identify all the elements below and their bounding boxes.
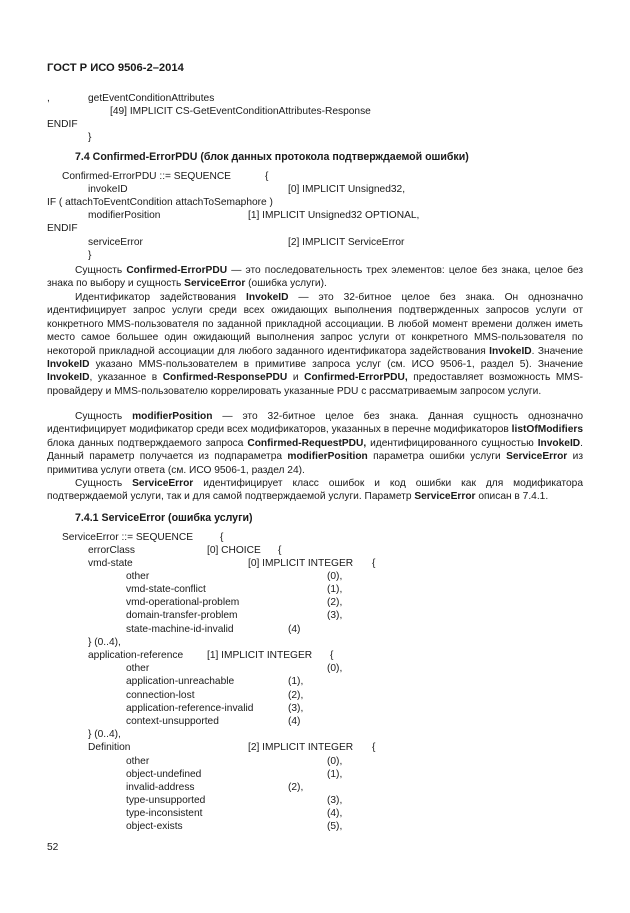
code-line: } (0..4), xyxy=(88,637,121,648)
code-line: (4) xyxy=(288,716,301,727)
code-line: } xyxy=(88,132,92,143)
code-line: { xyxy=(220,532,224,543)
code-line: modifierPosition xyxy=(88,210,161,221)
paragraph: Идентификатор задействования InvokeID — это 32-битное целое без знака. Он однозначно идентифицирует запрос услуги среди всех ожидающих выполнения подтвержденных запросов услуги от конкретного MMS-пользователя по заданной прикладной ассоциации. В любой момент времени должен иметь место самое большее один ожидающий выполнения запрос услуги от конкретного MMS-пользователя по некоторой прикладной ассоциации для любого заданного идентификатора задействования InvokeID. Значение InvokeID указано MMS-пользователем в примитиве запроса услуг (см. ИСО 9506-1, раздел 5). Значение InvokeID, указанное в Confirmed-ResponsePDU и Confirmed-ErrorPDU, предоставляет возможность MMS-провайдеру и MMS-пользователю коррелировать указанные PDU с рассматриваемым запросом услуги. xyxy=(47,292,584,397)
code-line: Confirmed-ErrorPDU ::= SEQUENCE xyxy=(62,171,231,182)
code-line: (3), xyxy=(288,703,304,714)
code-line: other xyxy=(126,663,150,674)
code-line: object-undefined xyxy=(126,769,202,780)
code-line: { xyxy=(278,545,282,556)
code-line: (3), xyxy=(327,610,343,621)
code-line: object-exists xyxy=(126,821,183,832)
code-line: { xyxy=(372,742,376,753)
code-line: (1), xyxy=(327,769,343,780)
code-line: (0), xyxy=(327,571,343,582)
code-line: application-reference-invalid xyxy=(126,703,254,714)
section-heading: 7.4 Confirmed-ErrorPDU (блок данных протокола подтверждаемой ошибки) xyxy=(75,151,469,163)
code-line: invokeID xyxy=(88,184,128,195)
code-line: [1] IMPLICIT INTEGER xyxy=(207,650,313,661)
code-line: (1), xyxy=(327,584,343,595)
code-line: [0] IMPLICIT INTEGER xyxy=(248,558,354,569)
code-line: type-inconsistent xyxy=(126,808,203,819)
code-line: , xyxy=(47,93,50,104)
code-line: serviceError xyxy=(88,237,143,248)
code-line: [2] IMPLICIT ServiceError xyxy=(288,237,405,248)
code-line: [49] IMPLICIT CS-GetEventConditionAttributes-Response xyxy=(110,106,371,117)
code-line: vmd-operational-problem xyxy=(126,597,240,608)
code-line: (5), xyxy=(327,821,343,832)
code-line: { xyxy=(330,650,334,661)
code-line: (4), xyxy=(327,808,343,819)
code-line: ServiceError ::= SEQUENCE xyxy=(62,532,194,543)
code-line: [0] IMPLICIT Unsigned32, xyxy=(288,184,406,195)
paragraph: Сущность Confirmed-ErrorPDU — это последовательность трех элементов: целое без знака, целое без знака по выбору и сущность ServiceError (ошибка услуги). xyxy=(47,265,583,290)
code-line: IF ( attachToEventCondition attachToSemaphore ) xyxy=(47,197,273,208)
code-line: [1] IMPLICIT Unsigned32 OPTIONAL, xyxy=(248,210,420,221)
code-line: Definition xyxy=(88,742,131,753)
code-line: other xyxy=(126,756,150,767)
code-line: } (0..4), xyxy=(88,729,121,740)
code-line: ENDIF xyxy=(47,119,78,130)
code-line: state-machine-id-invalid xyxy=(126,624,234,635)
paragraph: Сущность modifierPosition — это 32-битное целое без знака. Данная сущность однозначно идентифицирует модификатор среди всех модификаторов, указанных в перечне модификаторов listOfModifiers блока данных подтверждаемого запроса Confirmed-RequestPDU, идентифицированного сущностью InvokeID. Данный параметр получается из подпараметра modifierPosition параметра ошибки услуги ServiceError из примитива услуги ответа (см. ИСО 9506-1, раздел 24). xyxy=(47,411,584,476)
code-line: { xyxy=(372,558,376,569)
code-line: type-unsupported xyxy=(126,795,206,806)
page-header: ГОСТ Р ИСО 9506-2–2014 xyxy=(47,62,184,74)
code-line: [2] IMPLICIT INTEGER xyxy=(248,742,354,753)
section-heading: 7.4.1 ServiceError (ошибка услуги) xyxy=(75,512,253,524)
code-line: domain-transfer-problem xyxy=(126,610,238,621)
paragraph: Сущность ServiceError идентифицирует класс ошибок и код ошибки как для модификатора подтверждаемой услуги, так и для самой подтверждаемой услуги. Параметр ServiceError описан в 7.4.1. xyxy=(47,478,583,503)
code-line: (0), xyxy=(327,756,343,767)
code-line: vmd-state-conflict xyxy=(126,584,206,595)
code-line: (3), xyxy=(327,795,343,806)
code-line: (2), xyxy=(288,690,304,701)
page-number: 52 xyxy=(47,842,59,853)
code-line: invalid-address xyxy=(126,782,195,793)
code-line: connection-lost xyxy=(126,690,195,701)
code-line: errorClass xyxy=(88,545,135,556)
code-line: } xyxy=(88,250,92,261)
code-line: getEventConditionAttributes xyxy=(88,93,215,104)
code-line: (2), xyxy=(327,597,343,608)
code-line: (4) xyxy=(288,624,301,635)
code-line: { xyxy=(265,171,269,182)
code-line: [0] CHOICE xyxy=(207,545,261,556)
code-line: (2), xyxy=(288,782,304,793)
code-line: vmd-state xyxy=(88,558,133,569)
code-line: application-reference xyxy=(88,650,184,661)
code-line: application-unreachable xyxy=(126,676,235,687)
code-line: (1), xyxy=(288,676,304,687)
code-line: other xyxy=(126,571,150,582)
code-line: (0), xyxy=(327,663,343,674)
code-line: context-unsupported xyxy=(126,716,219,727)
code-line: ENDIF xyxy=(47,223,78,234)
